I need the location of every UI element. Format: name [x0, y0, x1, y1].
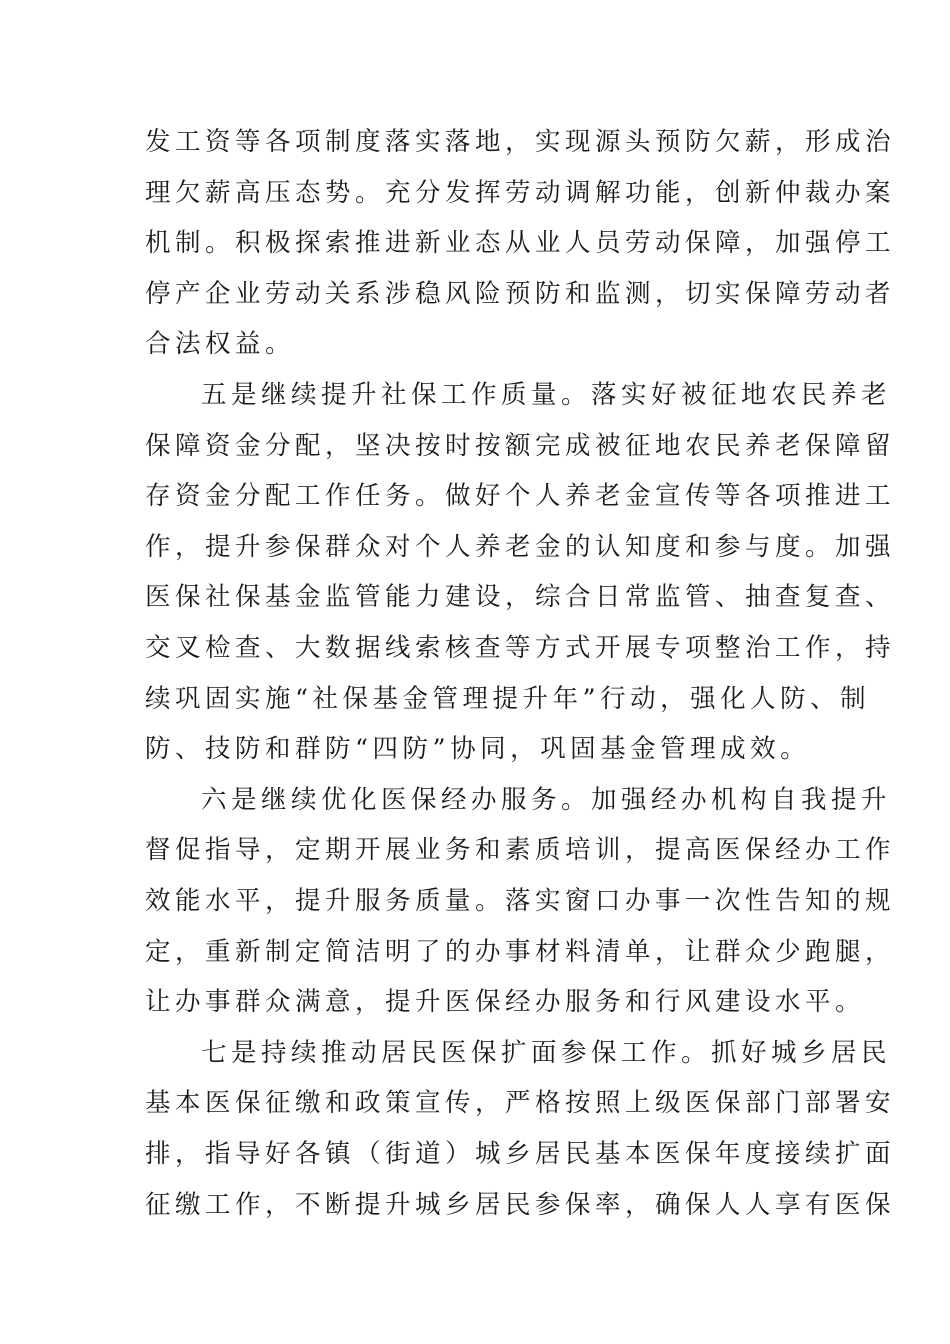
text-line: 机制。积极探索推进新业态从业人员劳动保障，加强停工 [145, 228, 896, 259]
text-line: 基本医保征缴和政策宣传，严格按照上级医保部门部署安 [145, 1088, 896, 1119]
paragraph-start-line: 五是继续提升社保工作质量。落实好被征地农民养老 [201, 380, 892, 410]
text-line: 排，指导好各镇（街道）城乡居民基本医保年度接续扩面 [145, 1139, 896, 1169]
text-line: 督促指导，定期开展业务和素质培训，提高医保经办工作 [145, 835, 896, 866]
text-line: 续巩固实施“社保基金管理提升年”行动，强化人防、制 [145, 683, 871, 714]
text-line: 存资金分配工作任务。做好个人养老金宣传等各项推进工 [145, 481, 896, 512]
text-line: 定，重新制定简洁明了的办事材料清单，让群众少跑腿， [145, 936, 896, 967]
text-line: 交叉检查、大数据线索核查等方式开展专项整治工作，持 [145, 633, 896, 663]
text-line: 征缴工作，不断提升城乡居民参保率，确保人人享有医保 [145, 1189, 896, 1220]
text-line: 保障资金分配，坚决按时按额完成被征地农民养老保障留 [145, 430, 896, 461]
text-line: 效能水平，提升服务质量。落实窗口办事一次性告知的规 [145, 886, 896, 916]
text-line: 理欠薪高压态势。充分发挥劳动调解功能，创新仲裁办案 [145, 177, 896, 208]
paragraph-start-line: 七是持续推动居民医保扩面参保工作。抓好城乡居民 [201, 1037, 892, 1068]
text-line: 停产企业劳动关系涉稳风险预防和监测，切实保障劳动者 [145, 278, 896, 309]
text-line: 发工资等各项制度落实落地，实现源头预防欠薪，形成治 [145, 127, 896, 157]
text-line: 让办事群众满意，提升医保经办服务和行风建设水平。 [145, 987, 866, 1018]
text-line: 防、技防和群防“四防”协同，巩固基金管理成效。 [145, 734, 811, 765]
text-line: 合法权益。 [145, 329, 296, 360]
text-line: 作，提升参保群众对个人养老金的认知度和参与度。加强 [145, 531, 896, 562]
paragraph-start-line: 六是继续优化医保经办服务。加强经办机构自我提升 [201, 784, 892, 815]
text-line: 医保社保基金监管能力建设，综合日常监管、抽查复查、 [145, 582, 896, 613]
